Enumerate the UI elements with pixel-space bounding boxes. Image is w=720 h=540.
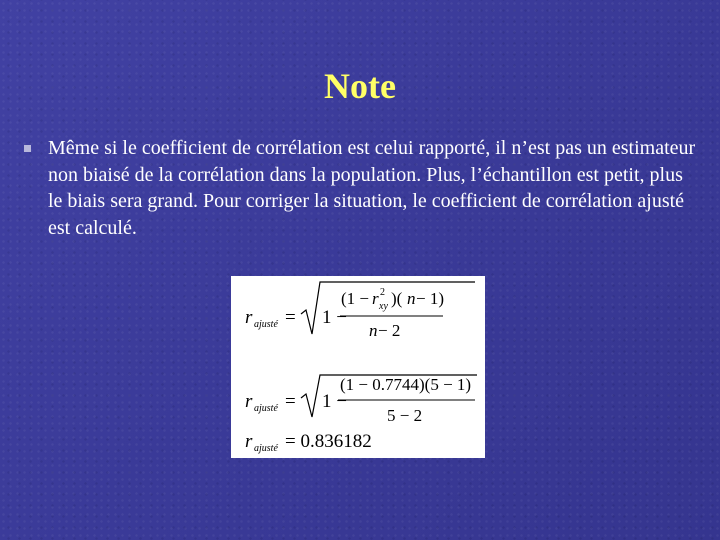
slide-title: Note <box>324 66 396 106</box>
formula-result <box>245 431 372 454</box>
r-subscript: ajusté <box>254 319 278 330</box>
equals-sign: = <box>285 307 296 328</box>
equals-sign-2: = <box>285 391 296 412</box>
one-minus: 1 − <box>322 307 347 328</box>
numerator-mid: )( <box>391 289 403 308</box>
numerator-r: r <box>372 289 379 308</box>
r-subscript-3: ajusté <box>254 443 278 454</box>
numerator-open: (1 − <box>341 289 369 308</box>
formula-numeric <box>245 375 477 425</box>
square-bullet-icon <box>24 145 31 152</box>
r-symbol-3: r <box>245 431 253 452</box>
r-subscript-2: ajusté <box>254 403 278 414</box>
denominator-numeric: 5 − 2 <box>387 406 423 425</box>
bullet-text: Même si le coefficient de corrélation est celui rapporté, il n’est pas un estimateur non biaisé de la corrélation dans la population. Plus, l’échantillon est petit, plus le biais sera grand. Pour corriger la situation, le coefficient de corrélation ajusté est calculé. <box>48 137 696 239</box>
numerator-minus-one: − 1) <box>416 289 444 308</box>
result-value: = 0.836182 <box>285 431 372 452</box>
one-minus-2: 1 − <box>322 391 347 412</box>
formula-symbolic <box>245 282 475 340</box>
numerator-r-sup: 2 <box>380 287 385 298</box>
formula-image <box>231 276 485 458</box>
numerator-n: n <box>407 289 416 308</box>
denominator-n: n <box>369 321 378 340</box>
denominator-rest: − 2 <box>378 321 401 340</box>
numerator-numeric: (1 − 0.7744)(5 − 1) <box>340 375 472 394</box>
r-symbol: r <box>245 307 253 328</box>
r-symbol-2: r <box>245 391 253 412</box>
numerator-r-sub: xy <box>379 301 388 312</box>
